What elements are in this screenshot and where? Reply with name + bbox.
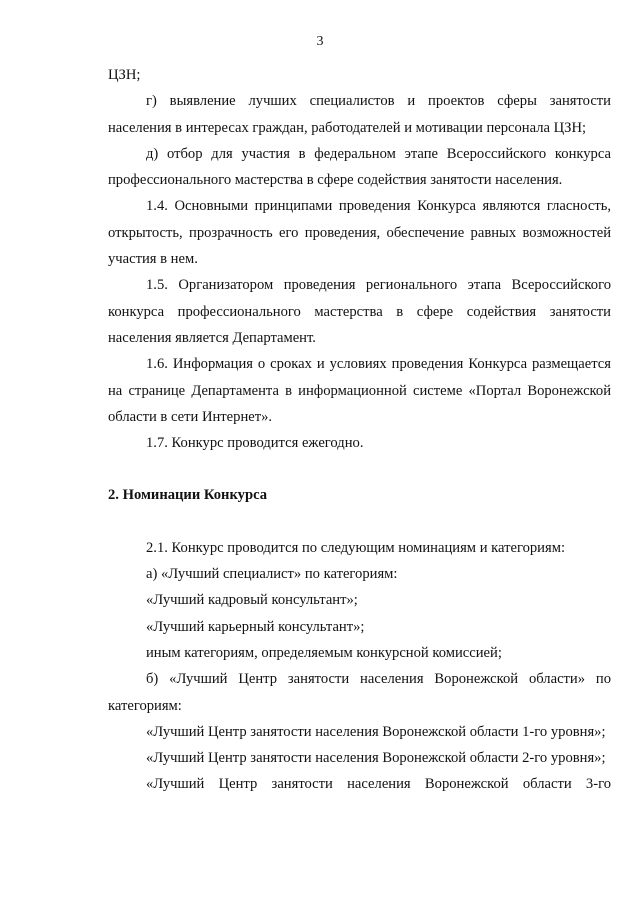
- section-heading: 2. Номинации Конкурса: [108, 487, 268, 504]
- paragraph-1-7: 1.7. Конкурс проводится ежегодно.: [146, 435, 364, 452]
- paragraph-1-4: 1.4. Основными принципами проведения Конкурса являются гласность, открытость, прозрачность его проведения, обеспечение равных возможностей участия в нем.: [108, 198, 611, 268]
- paragraph-czn-continuation: ЦЗН;: [108, 67, 141, 83]
- paragraph-1-6: 1.6. Информация о сроках и условиях проведения Конкурса размещается на странице Департамента в информационной системе «Портал Воронежской области в сети Интернет».: [108, 356, 611, 425]
- page-number: 3: [316, 34, 324, 49]
- paragraph-1-5: 1.5. Организатором проведения регионального этапа Всероссийского конкурса профессионального мастерства в сфере содействия занятости населения является Департамент.: [108, 277, 611, 346]
- paragraph-item-d: д) отбор для участия в федеральном этапе Всероссийского конкурса профессионального мастерства в сфере содействия занятости населения.: [108, 145, 611, 189]
- paragraph-item-a: а) «Лучший специалист» по категориям:: [146, 566, 398, 583]
- list-item-level-2: «Лучший Центр занятости населения Воронежской области 2-го уровня»;: [146, 750, 606, 767]
- paragraph-item-g: г) выявление лучших специалистов и проектов сферы занятости населения в интересах граждан, работодателей и мотивации персонала ЦЗН;: [108, 93, 611, 136]
- list-item-level-1: «Лучший Центр занятости населения Воронежской области 1-го уровня»;: [146, 723, 606, 740]
- paragraph-item-b: б) «Лучший Центр занятости населения Воронежской области» по категориям:: [108, 671, 611, 714]
- document-body: [108, 62, 611, 798]
- paragraph-2-1: 2.1. Конкурс проводится по следующим номинациям и категориям:: [146, 539, 565, 556]
- list-item-level-3: «Лучший Центр занятости населения Воронежской области 3-го: [146, 776, 611, 793]
- list-item-other-categories: иным категориям, определяемым конкурсной комиссией;: [146, 644, 502, 661]
- list-item-hr-consultant: «Лучший кадровый консультант»;: [146, 592, 358, 609]
- list-item-career-consultant: «Лучший карьерный консультант»;: [146, 618, 365, 635]
